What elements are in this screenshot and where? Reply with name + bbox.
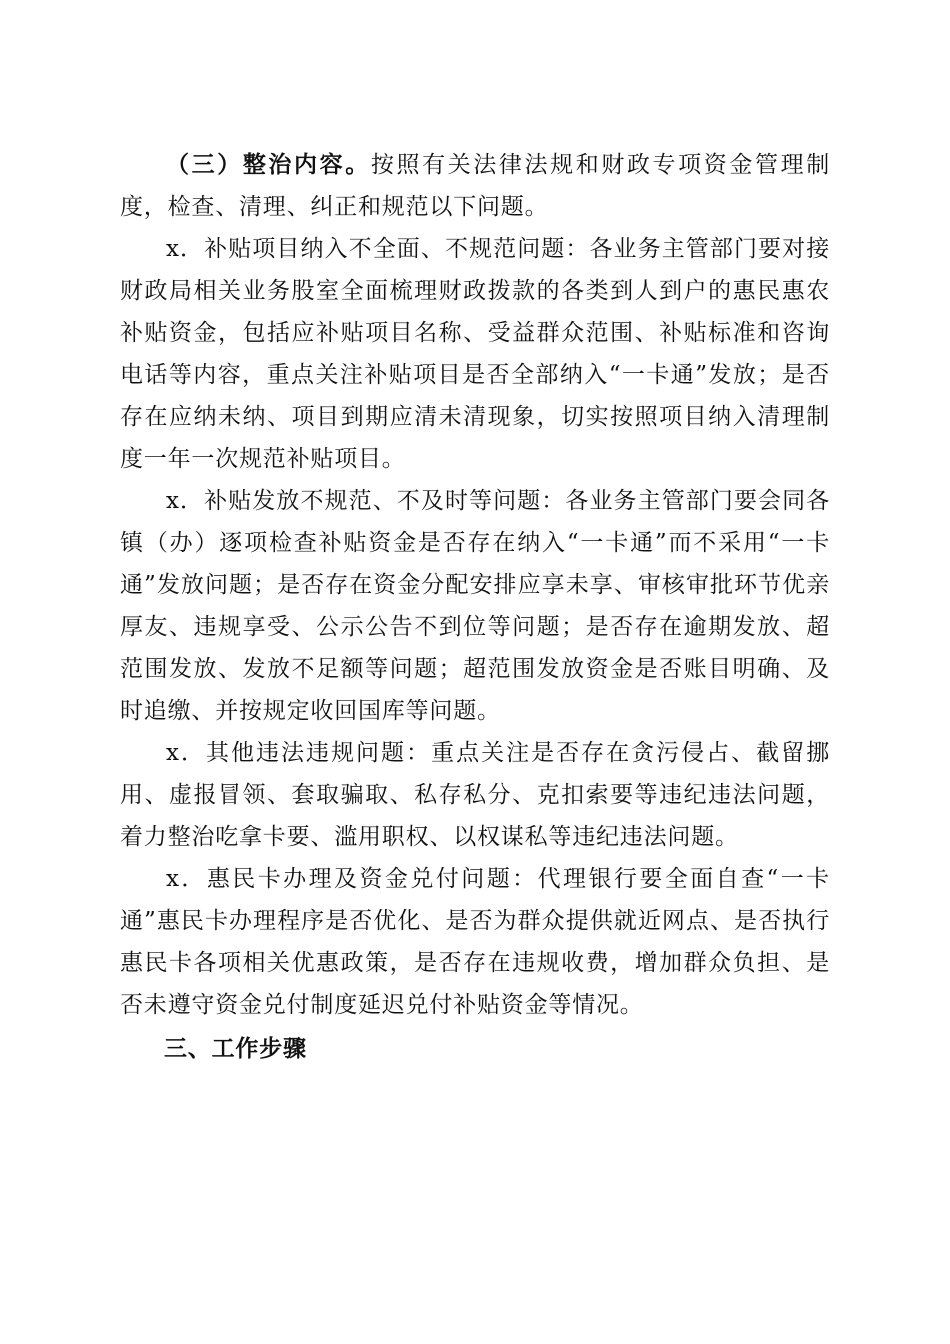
paragraph-other-violations: x．其他违法违规问题：重点关注是否存在贪污侵占、截留挪用、虚报冒领、套取骗取、私存私分、克扣索要等违纪违法问题，着力整治吃拿卡要、滥用职权、以权谋私等违纪违法问题。 bbox=[120, 740, 830, 850]
subsection-heading: （三）整治内容。 bbox=[166, 152, 371, 178]
paragraph-text: 按照有关法律法规和财政专项资金管理制度，检查、清理、纠正和规范以下问题。 bbox=[120, 152, 831, 220]
document-body bbox=[120, 144, 830, 1070]
paragraph-rectification-content bbox=[120, 144, 830, 228]
paragraph-benefit-card: x．惠民卡办理及资金兑付问题：代理银行要全面自查“一卡通”惠民卡办理程序是否优化、是否为群众提供就近网点、是否执行惠民卡各项相关优惠政策，是否存在违规收费，增加群众负担、是否未遵守资金兑付制度延迟兑付补贴资金等情况。 bbox=[120, 866, 830, 1018]
paragraph-subsidy-items: x．补贴项目纳入不全面、不规范问题：各业务主管部门要对接财政局相关业务股室全面梳理财政拨款的各类到人到户的惠民惠农补贴资金，包括应补贴项目名称、受益群众范围、补贴标准和咨询电话等内容，重点关注补贴项目是否全部纳入“一卡通”发放；是否存在应纳未纳、项目到期应清未清现象，切实按照项目纳入清理制度一年一次规范补贴项目。 bbox=[120, 236, 830, 472]
section-title: 三、工作步骤 bbox=[164, 1036, 307, 1062]
paragraph-subsidy-distribution: x．补贴发放不规范、不及时等问题：各业务主管部门要会同各镇（办）逐项检查补贴资金是否存在纳入“一卡通”而不采用“一卡通”发放问题；是否存在资金分配安排应享未享、审核审批环节优亲厚友、违规享受、公示公告不到位等问题；是否存在逾期发放、超范围发放、发放不足额等问题；超范围发放资金是否账目明确、及时追缴、并按规定收回国库等问题。 bbox=[120, 488, 830, 724]
